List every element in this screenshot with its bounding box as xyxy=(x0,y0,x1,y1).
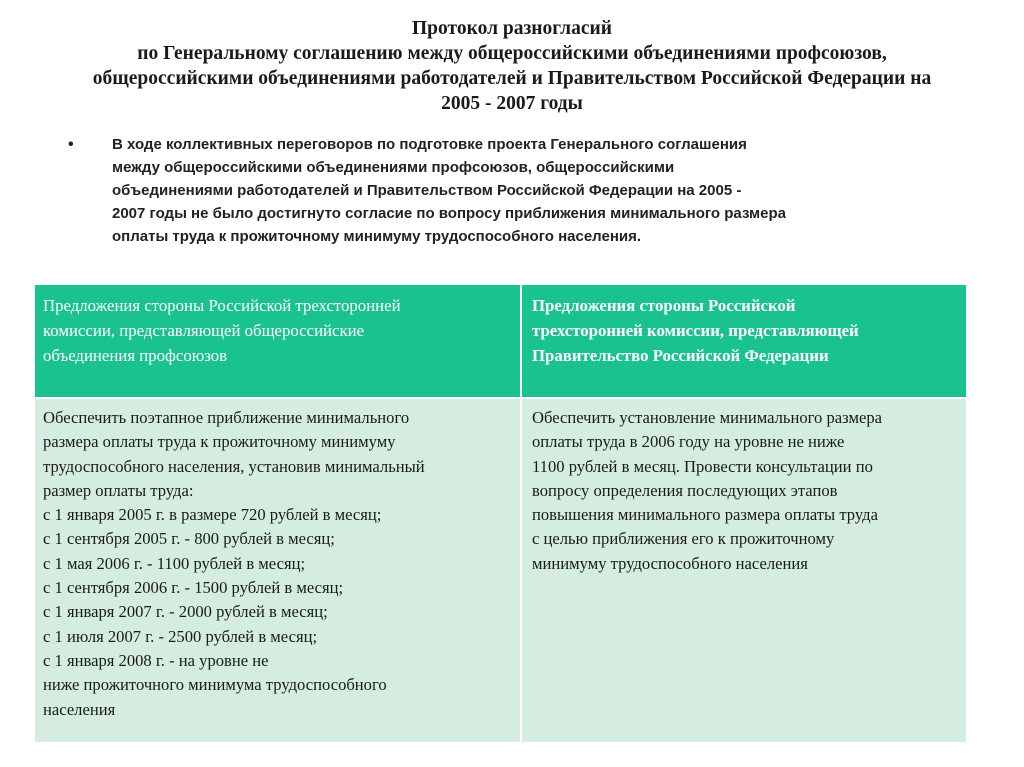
bullet-line: между общероссийскими объединениями профсоюзов, общероссийскими xyxy=(112,159,675,176)
header-line: Предложения стороны Российской xyxy=(532,296,796,315)
cell-line: населения xyxy=(43,699,116,719)
title-line: по Генеральному соглашению между общероссийскими объединениями профсоюзов, xyxy=(137,43,887,64)
header-line: Предложения стороны Российской трехсторонней xyxy=(43,296,401,315)
header-cell-government xyxy=(522,285,966,397)
cell-line: с 1 июля 2007 г. - 2500 рублей в месяц; xyxy=(43,626,318,646)
cell-line: с 1 сентября 2006 г. - 1500 рублей в месяц; xyxy=(43,578,344,598)
cell-line: Обеспечить поэтапное приближение минимального xyxy=(43,408,410,427)
bullet-line: 2007 годы не было достигнуто согласие по вопросу приближения минимального размера xyxy=(112,205,786,222)
cell-line: с целью приближения его к прожиточному xyxy=(532,529,835,549)
title-line: общероссийскими объединениями работодателей и Правительством Российской Федерации на xyxy=(92,68,932,89)
bullet-text xyxy=(112,133,786,248)
cell-line: Обеспечить установление минимального размера xyxy=(532,408,882,427)
cell-line: с 1 сентября 2005 г. - 800 рублей в месяц; xyxy=(43,529,335,549)
cell-line: трудоспособного населения, установив минимальный xyxy=(43,456,425,476)
document-title xyxy=(10,16,1014,116)
header-line: Правительство Российской Федерации xyxy=(532,346,829,365)
bullet-marker: • xyxy=(68,136,74,153)
cell-line: минимуму трудоспособного населения xyxy=(532,553,808,573)
body-cell-government xyxy=(522,399,966,742)
title-line: Протокол разногласий xyxy=(412,18,612,39)
cell-line: с 1 января 2005 г. в размере 720 рублей в месяц; xyxy=(43,505,382,525)
cell-line: с 1 января 2008 г. - на уровне не xyxy=(43,650,269,670)
cell-line: 1100 рублей в месяц. Провести консультации по xyxy=(532,456,873,476)
cell-line: размера оплаты труда к прожиточному минимуму xyxy=(43,432,396,452)
bullet-line: оплаты труда к прожиточному минимуму трудоспособного населения. xyxy=(112,228,642,245)
header-line: объединения профсоюзов xyxy=(43,346,228,365)
header-cell-trade-unions xyxy=(35,285,520,397)
cell-line: с 1 мая 2006 г. - 1100 рублей в месяц; xyxy=(43,553,306,573)
cell-line: повышения минимального размера оплаты труда xyxy=(532,505,878,525)
cell-line: размер оплаты труда: xyxy=(43,480,194,500)
cell-line: с 1 января 2007 г. - 2000 рублей в месяц; xyxy=(43,602,328,622)
header-line: комиссии, представляющей общероссийские xyxy=(43,321,365,340)
title-line: 2005 - 2007 годы xyxy=(441,93,583,114)
cell-line: ниже прожиточного минимума трудоспособного xyxy=(43,675,387,695)
bullet-line: В ходе коллективных переговоров по подготовке проекта Генерального соглашения xyxy=(112,136,747,153)
proposals-table xyxy=(35,285,966,742)
bullet-line: объединениями работодателей и Правительством Российской Федерации на 2005 - xyxy=(112,182,742,199)
header-line: трехсторонней комиссии, представляющей xyxy=(532,321,859,340)
cell-line: вопросу определения последующих этапов xyxy=(532,480,838,500)
cell-line: оплаты труда в 2006 году на уровне не ниже xyxy=(532,432,845,452)
body-cell-trade-unions xyxy=(35,399,520,742)
